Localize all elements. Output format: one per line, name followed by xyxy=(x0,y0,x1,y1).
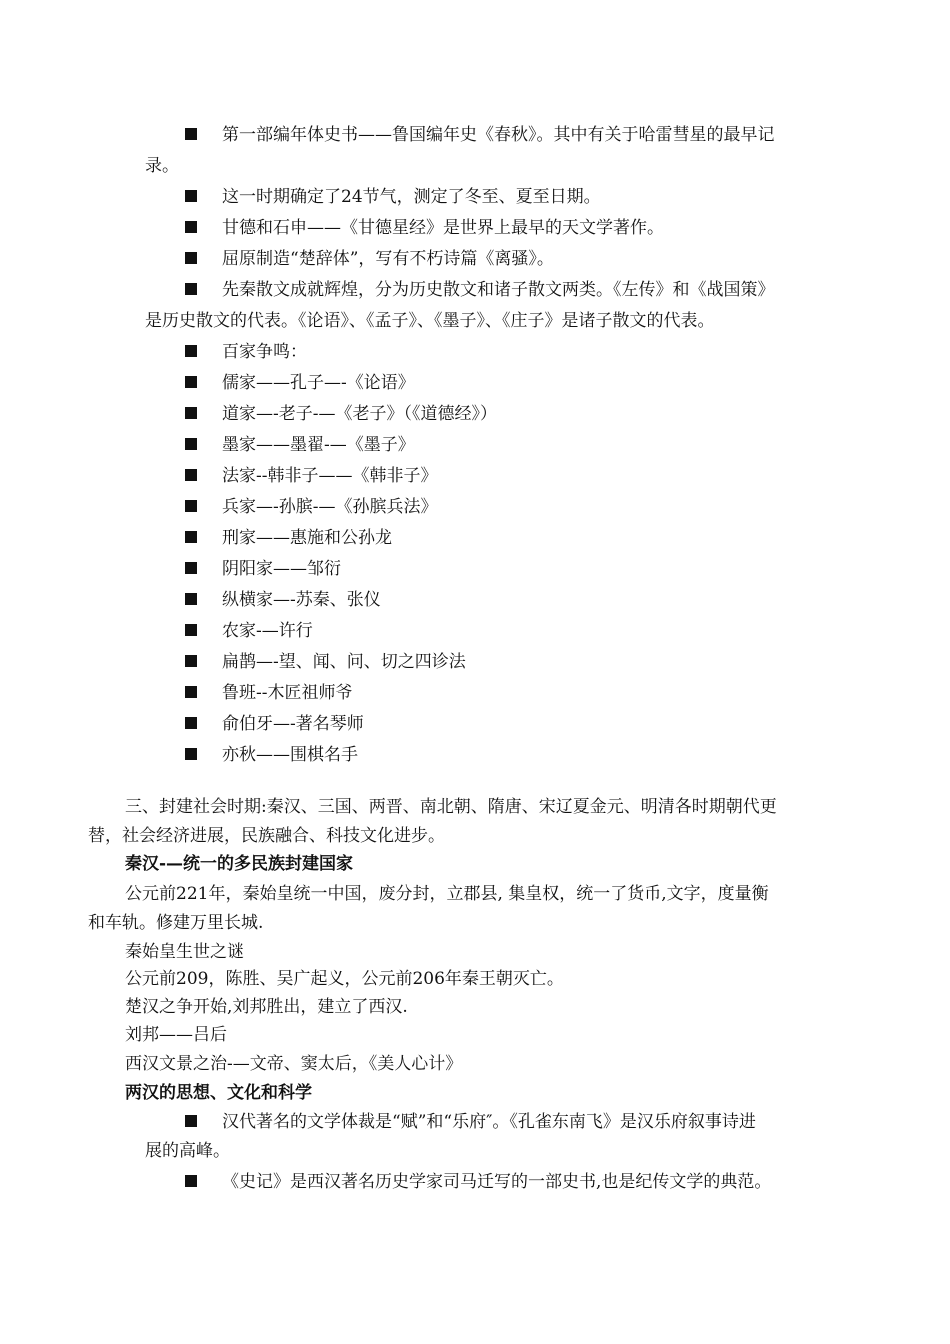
bullet-text: 俞伯牙—-著名琴师 xyxy=(222,714,364,734)
text-line: 刘邦——吕后 xyxy=(125,1025,227,1045)
paragraph-line: 替，社会经济进展，民族融合、科技文化进步。 xyxy=(88,826,445,846)
bullet-text: 刑家——惠施和公孙龙 xyxy=(222,528,392,548)
text-line: 楚汉之争开始,刘邦胜出，建立了西汉. xyxy=(125,997,408,1017)
square-bullet-icon xyxy=(185,190,197,202)
heading-lianghan: 两汉的思想、文化和科学 xyxy=(125,1083,312,1103)
square-bullet-icon xyxy=(185,748,197,760)
bullet-text-continued: 录。 xyxy=(145,156,179,176)
paragraph-line: 和车轨。修建万里长城. xyxy=(88,913,264,933)
square-bullet-icon xyxy=(185,469,197,481)
square-bullet-icon xyxy=(185,686,197,698)
text-line: 西汉文景之治-—文帝、窦太后，《美人心计》 xyxy=(125,1054,463,1074)
paragraph-line: 公元前221年，秦始皇统一中国，废分封，立郡县, 集皇权，统一了货币,文字，度量衡 xyxy=(125,884,769,904)
bullet-text: 农家-—许行 xyxy=(222,621,313,641)
bullet-text: 纵横家—-苏秦、张仪 xyxy=(222,590,381,610)
bullet-text: 第一部编年体史书——鲁国编年史《春秋》。其中有关于哈雷彗星的最早记 xyxy=(222,125,775,145)
square-bullet-icon xyxy=(185,562,197,574)
paragraph-line: 三、封建社会时期:秦汉、三国、两晋、南北朝、隋唐、宋辽夏金元、明清各时期朝代更 xyxy=(125,797,777,817)
bullet-text-continued: 展的高峰。 xyxy=(145,1141,230,1161)
square-bullet-icon xyxy=(185,252,197,264)
bullet-text-continued: 是历史散文的代表。《论语》、《孟子》、《墨子》、《庄子》是诸子散文的代表。 xyxy=(145,311,715,331)
square-bullet-icon xyxy=(185,531,197,543)
bullet-text: 甘德和石申——《甘德星经》是世界上最早的天文学著作。 xyxy=(222,218,664,238)
bullet-text: 《史记》是西汉著名历史学家司马迁写的一部史书,也是纪传文学的典范。 xyxy=(222,1172,772,1192)
bullet-text: 兵家—-孙膑-—《孙膑兵法》 xyxy=(222,497,438,517)
square-bullet-icon xyxy=(185,376,197,388)
square-bullet-icon xyxy=(185,345,197,357)
square-bullet-icon xyxy=(185,593,197,605)
bullet-text: 道家—-老子-—《老子》（《道德经》） xyxy=(222,404,497,424)
text-line: 秦始皇生世之谜 xyxy=(125,942,244,962)
square-bullet-icon xyxy=(185,717,197,729)
bullet-text: 儒家——孔子—-《论语》 xyxy=(222,373,415,393)
heading-qinhan: 秦汉-—统一的多民族封建国家 xyxy=(125,854,354,874)
square-bullet-icon xyxy=(185,624,197,636)
square-bullet-icon xyxy=(185,1115,197,1127)
bullet-text: 百家争鸣： xyxy=(222,342,307,362)
bullet-text: 墨家——墨翟-—《墨子》 xyxy=(222,435,415,455)
square-bullet-icon xyxy=(185,283,197,295)
bullet-text: 屈原制造“楚辞体”，写有不朽诗篇《离骚》。 xyxy=(222,249,554,269)
bullet-text: 汉代著名的文学体裁是“赋”和“乐府″。《孔雀东南飞》是汉乐府叙事诗进 xyxy=(222,1112,756,1132)
bullet-text: 鲁班--木匠祖师爷 xyxy=(222,683,353,703)
square-bullet-icon xyxy=(185,500,197,512)
bullet-text: 阴阳家——邹衍 xyxy=(222,559,341,579)
bullet-text: 先秦散文成就辉煌，分为历史散文和诸子散文两类。《左传》和《战国策》 xyxy=(222,280,775,300)
text-line: 公元前209，陈胜、吴广起义，公元前206年秦王朝灭亡。 xyxy=(125,969,564,989)
square-bullet-icon xyxy=(185,438,197,450)
square-bullet-icon xyxy=(185,407,197,419)
bullet-text: 扁鹊—-望、闻、问、切之四诊法 xyxy=(222,652,466,672)
bullet-text: 亦秋——围棋名手 xyxy=(222,745,358,765)
square-bullet-icon xyxy=(185,1175,197,1187)
bullet-text: 法家--韩非子——《韩非子》 xyxy=(222,466,438,486)
square-bullet-icon xyxy=(185,655,197,667)
square-bullet-icon xyxy=(185,221,197,233)
bullet-text: 这一时期确定了24节气，测定了冬至、夏至日期。 xyxy=(222,187,601,207)
square-bullet-icon xyxy=(185,128,197,140)
